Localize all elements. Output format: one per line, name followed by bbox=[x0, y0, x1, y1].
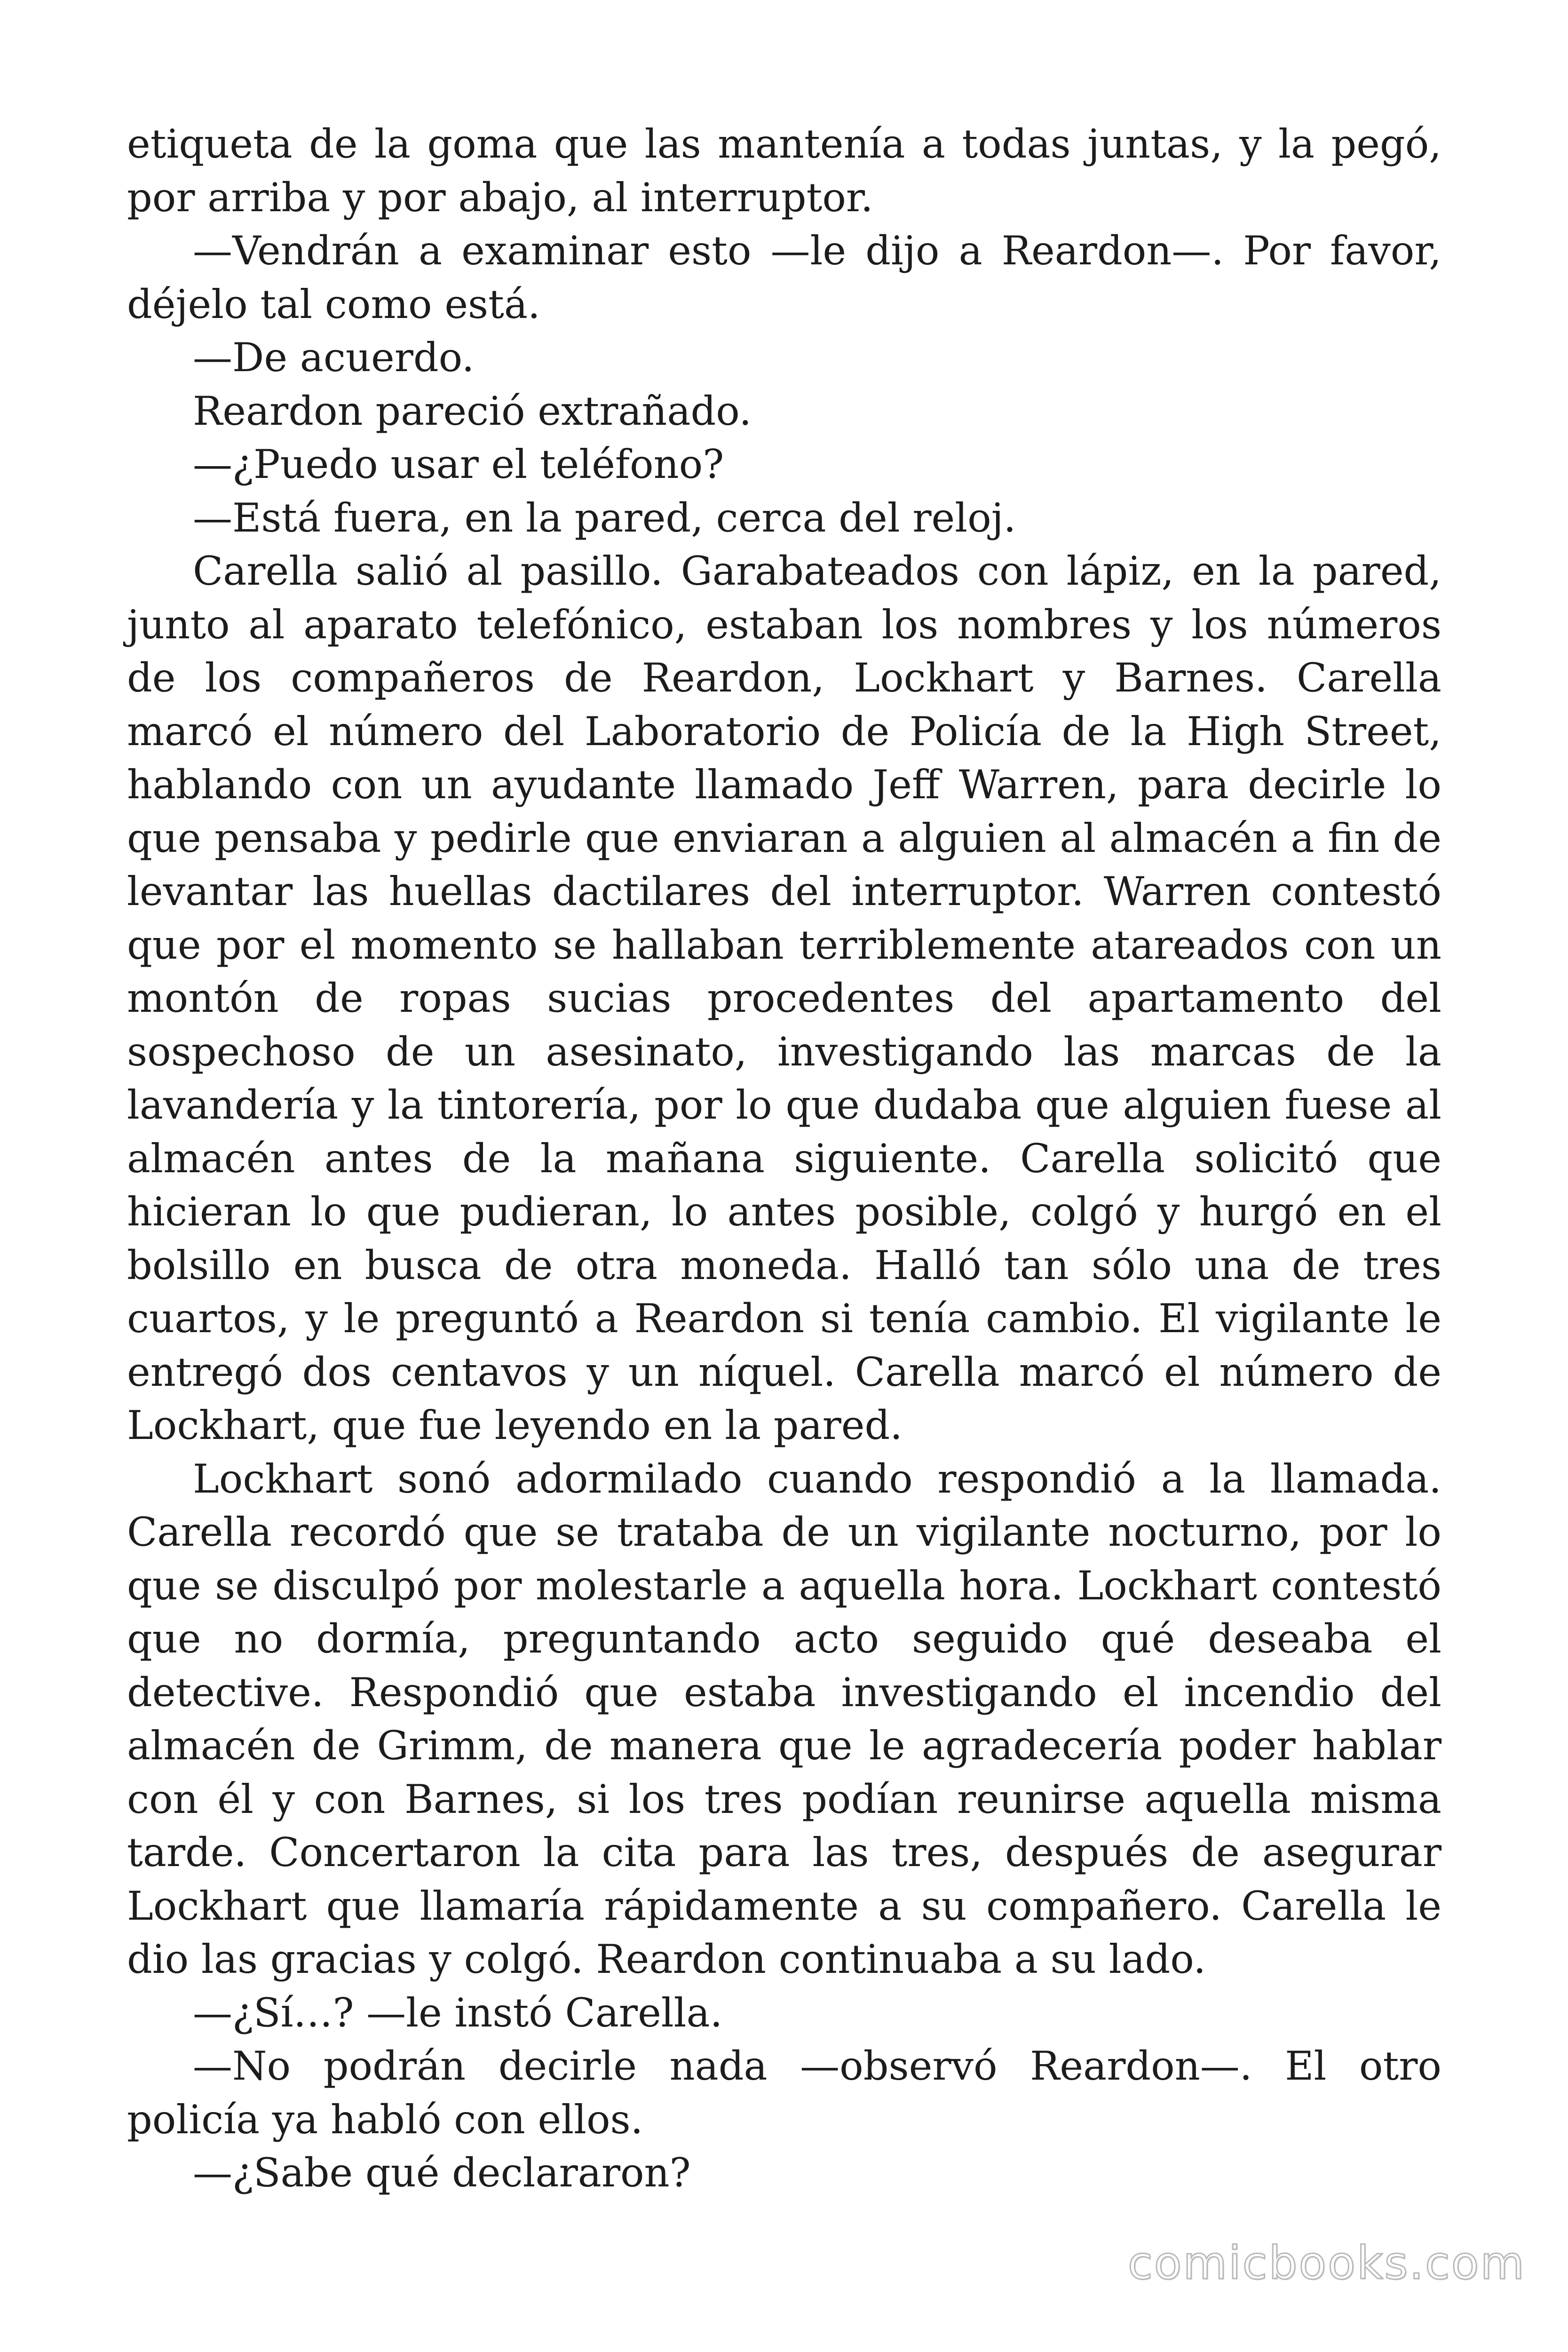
paragraph: —¿Sabe qué declararon? bbox=[193, 2150, 691, 2196]
paragraph: Lockhart sonó adormilado cuando respondió a la llamada. Carella recordó que se trataba de un vigilante nocturno, por lo que se disculpó por molestarle a aquella hora. Lockhart contestó que no dormía, preguntando acto seguido qué deseaba el detective. Respondió que estaba investigando el incendio del almacén de Grimm, de manera que le agradecería poder hablar con él y con Barnes, si los tres podían reunirse aquella misma tarde. Concertaron la cita para las tres, después de asegurar Lockhart que llamaría rápidamente a su compañero. Carella le dio las gracias y colgó. Reardon continuaba a su lado. bbox=[127, 1455, 1441, 1982]
paragraph: —Está fuera, en la pared, cerca del reloj. bbox=[193, 494, 1016, 541]
watermark: comicbooks.com bbox=[1127, 2237, 1526, 2289]
paragraph: —¿Puedo usar el teléfono? bbox=[193, 441, 724, 487]
paragraph: —¿Sí…? —le instó Carella. bbox=[193, 1989, 723, 2036]
paragraph: —De acuerdo. bbox=[193, 334, 475, 381]
paragraph: etiqueta de la goma que las mantenía a todas juntas, y la pegó, por arriba y por abajo, al interruptor. bbox=[127, 121, 1441, 221]
paragraph: Reardon pareció extrañado. bbox=[193, 388, 752, 434]
paragraph: Carella salió al pasillo. Garabateados con lápiz, en la pared, junto al aparato telefónico, estaban los nombres y los números de los compañeros de Reardon, Lockhart y Barnes. Carella marcó el número del Laboratorio de Policía de la High Street, hablando con un ayudante llamado Jeff Warren, para decirle lo que pensaba y pedirle que enviaran a alguien al almacén a fin de levantar las huellas dactilares del interruptor. Warren contestó que por el momento se hallaban terriblemente atareados con un montón de ropas sucias procedentes del apartamento del sospechoso de un asesinato, investigando las marcas de la lavandería y la tintorería, por lo que dudaba que alguien fuese al almacén antes de la mañana siguiente. Carella solicitó que hicieran lo que pudieran, lo antes posible, colgó y hurgó en el bolsillo en busca de otra moneda. Halló tan sólo una de tres cuartos, y le preguntó a Reardon si tenía cambio. El vigilante le entregó dos centavos y un níquel. Carella marcó el número de Lockhart, que fue leyendo en la pared. bbox=[127, 548, 1441, 1448]
page-body bbox=[127, 118, 1441, 2200]
paragraph: —No podrán decirle nada —observó Reardon—. El otro policía ya habló con ellos. bbox=[127, 2043, 1441, 2143]
paragraph: —Vendrán a examinar esto —le dijo a Reardon—. Por favor, déjelo tal como está. bbox=[127, 228, 1441, 327]
